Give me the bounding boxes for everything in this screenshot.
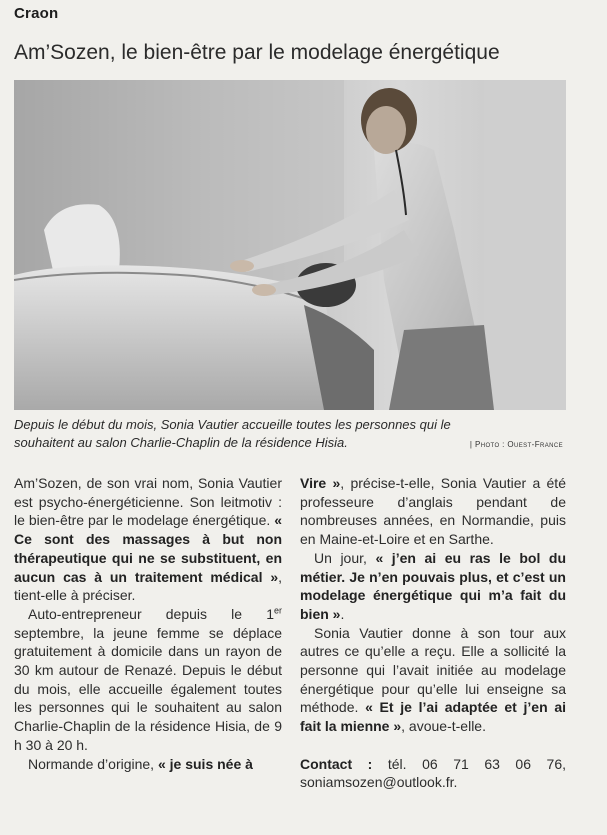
paragraph-5: Sonia Vautier donne à son tour aux autres ce qu’elle a reçu. Elle a sollicité la personne qui l’avait initiée au modelage énergétique pour qu’elle lui enseigne sa méthode. « Et je l’ai adaptée et j’en ai fait la mienne », avoue-t-elle. <box>300 624 567 735</box>
paragraph-3-end: Vire », précise-t-elle, Sonia Vautier a été professeure d’anglais pendant de nombreuses années, en Normandie, puis en Maine-et-Loire et en Sarthe. <box>300 475 566 548</box>
caption-line-1: Depuis le début du mois, Sonia Vautier accueille toutes les personnes qui le <box>14 417 451 432</box>
article-photo <box>14 80 566 410</box>
paragraph-2: Auto-entrepreneur depuis le 1er septembre, la jeune femme se déplace gratuitement à domicile dans un rayon de 30 km autour de Renazé. Depuis le début du mois, elle accueille également toutes les personnes qui le souhaitent au salon Charlie-Chaplin de la résidence Hisia, de 9 h 30 à 20 h. <box>14 605 282 753</box>
paragraph-4: Un jour, « j’en ai eu ras le bol du métier. Je n’en pouvais plus, et c’est un modelage énergétique qui m’a fait du bien ». <box>300 549 567 622</box>
caption-line-2: souhaitent au salon Charlie-Chaplin de la résidence Hisia. <box>14 435 348 450</box>
photo-credit: | Photo : Ouest-France <box>469 440 563 449</box>
contact-info: Contact : tél. 06 71 63 06 76, soniamsozen@outlook.fr. <box>300 755 567 791</box>
massage-photo-icon <box>14 80 566 410</box>
headline: Am’Sozen, le bien-être par le modelage énergétique <box>14 41 500 64</box>
paragraph-3-start: Normande d’origine, « je suis née à <box>28 755 253 772</box>
article-column-right <box>300 474 566 792</box>
paragraph-1: Am’Sozen, de son vrai nom, Sonia Vautier est psycho-énergéticienne. Son leitmotiv : le bien-être par le modelage énergétique. « Ce sont des massages à but non thérapeutique qui ne se substituent, en aucun cas à un traitement médical », tient-elle à préciser. <box>14 475 282 604</box>
article-column-left <box>14 474 282 773</box>
section-label: Craon <box>14 5 59 22</box>
